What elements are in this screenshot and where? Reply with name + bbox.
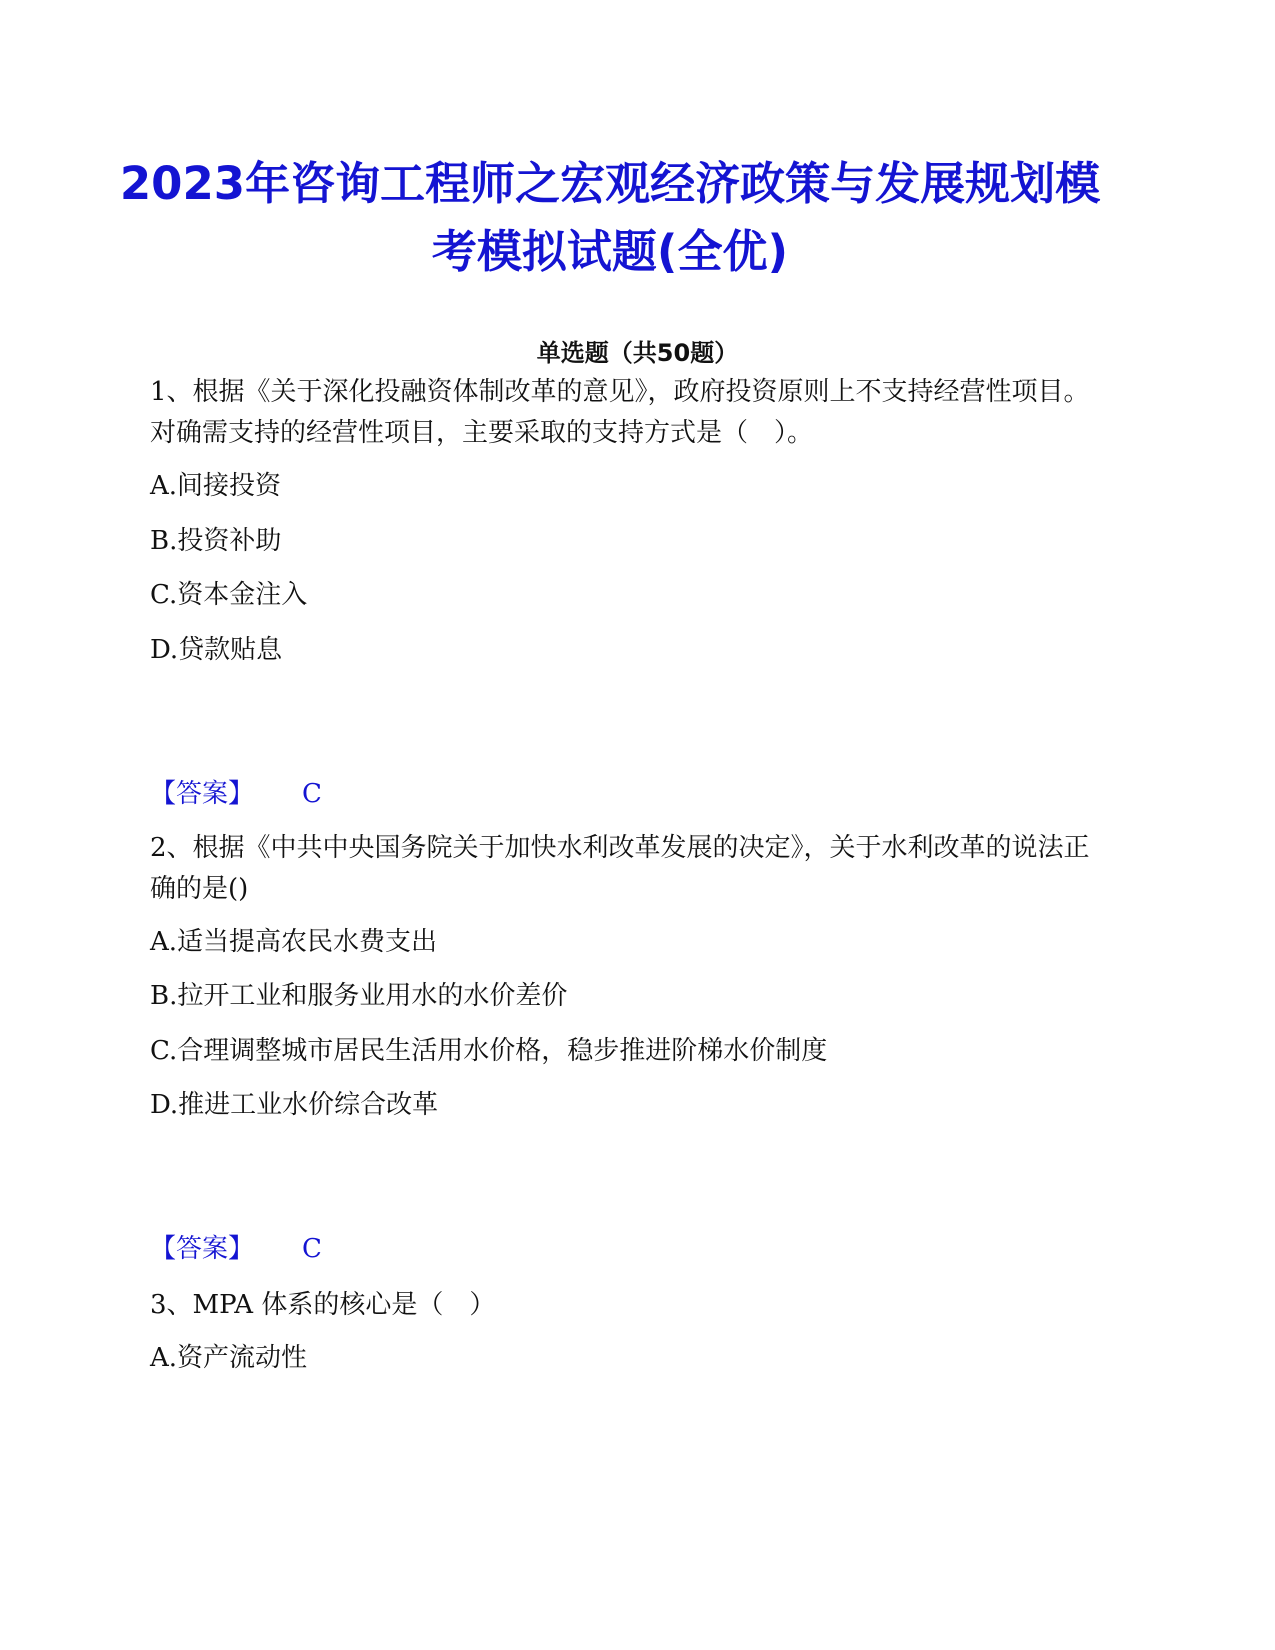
question-1-option-c: C.资本金注入 <box>150 580 308 610</box>
answer-label: 【答案】 <box>150 779 255 809</box>
question-1-answer <box>150 776 322 812</box>
question-1-option-a: A.间接投资 <box>150 471 282 501</box>
question-2-option-c: C.合理调整城市居民生活用水价格，稳步推进阶梯水价制度 <box>150 1036 828 1066</box>
question-3-stem: 3、MPA 体系的核心是（ ） <box>150 1290 496 1320</box>
answer-value: C <box>302 1234 322 1264</box>
question-2-option-a: A.适当提高农民水费支出 <box>150 927 438 957</box>
question-1-option-b: B.投资补助 <box>150 526 282 556</box>
question-3-option-a: A.资产流动性 <box>150 1343 308 1373</box>
question-2-answer <box>150 1231 322 1267</box>
document-title: 2023年咨询工程师之宏观经济政策与发展规划模考模拟试题(全优) <box>119 157 1101 278</box>
question-2-option-b: B.拉开工业和服务业用水的水价差价 <box>150 981 568 1011</box>
section-heading: 单选题（共50题） <box>536 339 739 367</box>
question-2-stem: 2、根据《中共中央国务院关于加快水利改革发展的决定》，关于水利改革的说法正确的是() <box>150 833 1090 904</box>
question-2-option-d: D.推进工业水价综合改革 <box>150 1090 439 1120</box>
question-1-option-d: D.贷款贴息 <box>150 635 283 665</box>
answer-label: 【答案】 <box>150 1234 255 1264</box>
question-1-stem: 1、根据《关于深化投融资体制改革的意见》，政府投资原则上不支持经营性项目。对确需支持的经营性项目，主要采取的支持方式是（ ）。 <box>150 377 1090 448</box>
answer-value: C <box>302 779 322 809</box>
